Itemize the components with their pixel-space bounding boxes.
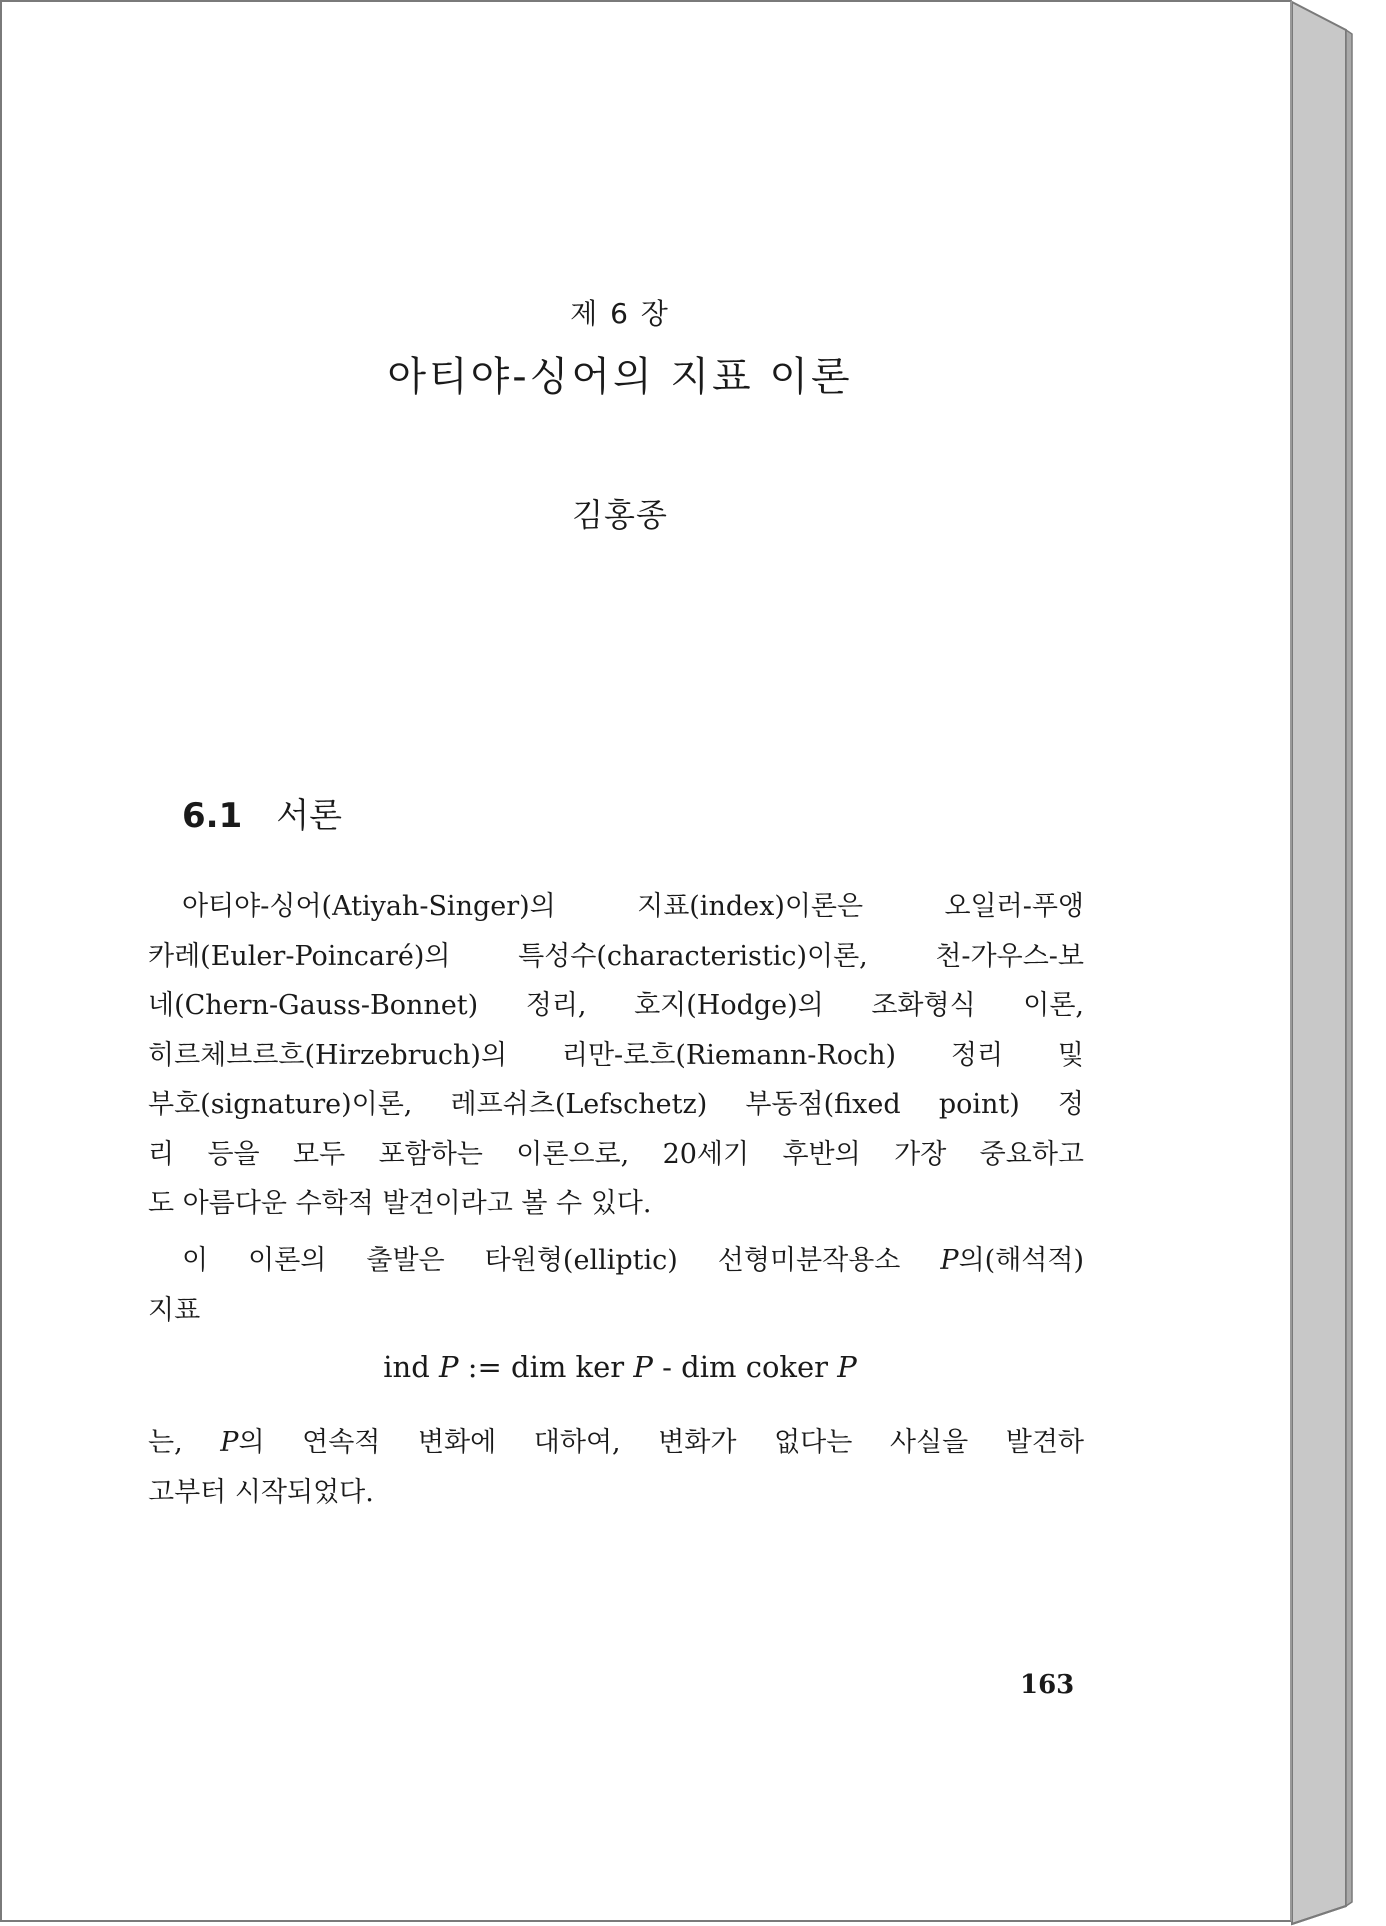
chapter-title: 아티야-싱어의 지표 이론 [387,354,853,400]
section-number: 6.1 [182,796,243,836]
chapter-author: 김홍종 [572,496,668,534]
section-heading [182,788,342,837]
paragraph-line: 카레(Euler-Poincaré)의 특성수(characteristic)이론, 천-가우스-보 [148,940,1084,972]
index-formula [0,1350,1240,1384]
paragraph-line [148,1418,1084,1468]
formula-part: - dim coker [652,1350,838,1384]
page-number: 163 [1020,1670,1075,1700]
paragraph-line [148,1236,1084,1286]
operator-variable: P [940,1245,959,1276]
formula-variable: P [633,1350,653,1384]
paragraph-text: 의(해석적) [958,1245,1084,1276]
paragraph-text: 이 이론의 출발은 타원형(elliptic) 선형미분작용소 [182,1245,941,1276]
operator-variable: P [220,1427,239,1458]
chapter-label: 제 6 장 [570,297,670,330]
paragraph-line: 도 아름다운 수학적 발견이라고 볼 수 있다. [148,1188,652,1219]
formula-variable: P [438,1350,459,1384]
formula-part: := dim ker [458,1350,634,1384]
paragraph-line: 리 등을 모두 포함하는 이론으로, 20세기 후반의 가장 중요하고 [148,1138,1084,1170]
paragraph-line: 네(Chern-Gauss-Bonnet) 정리, 호지(Hodge)의 조화형식 이론, [148,990,1084,1021]
paragraph-line: 부호(signature)이론, 레프쉬츠(Lefschetz) 부동점(fixed point) 정 [148,1089,1084,1120]
paragraph-text: 의 연속적 변화에 대하여, 변화가 없다는 사실을 발견하 [238,1427,1084,1458]
paragraph-intro [148,882,1084,1229]
paragraph-line: 히르체브르흐(Hirzebruch)의 리만-로흐(Riemann-Roch) 정리 및 [148,1039,1084,1071]
paragraph-line: 아티야-싱어(Atiyah-Singer)의 지표(index)이론은 오일러-푸앵 [182,891,1084,922]
paragraph-conclusion [148,1418,1084,1517]
paragraph-origin [148,1236,1084,1335]
paragraph-line: 지표 [148,1294,201,1326]
formula-variable: P [837,1350,857,1384]
section-title: 서론 [276,796,342,836]
paragraph-line: 고부터 시작되었다. [148,1476,374,1508]
formula-part: ind [383,1350,439,1384]
paragraph-text: 는, [148,1427,221,1458]
